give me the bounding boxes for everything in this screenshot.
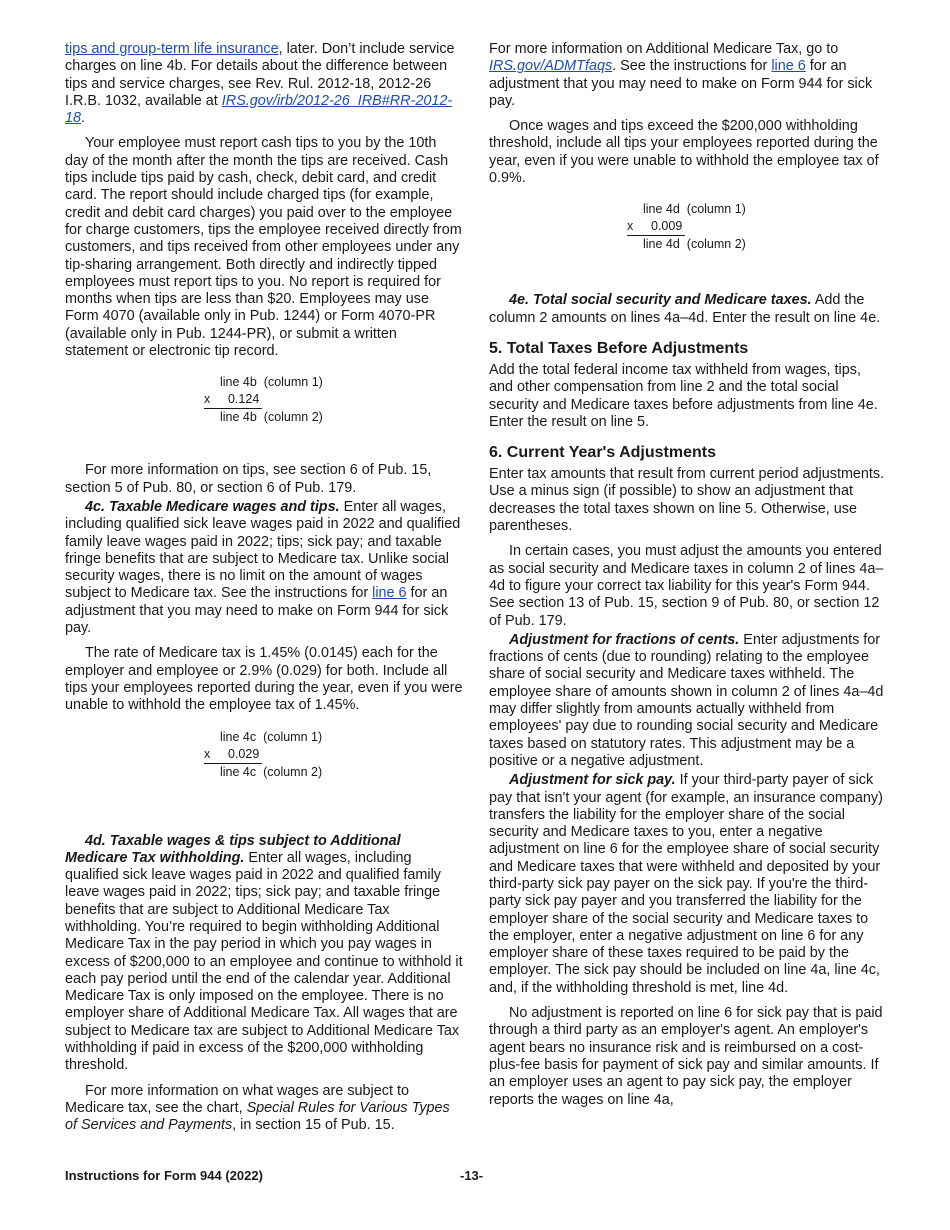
calc-line2: line 4b (column 2) bbox=[220, 410, 323, 425]
text: Enter all wages, including qualified sick leave wages paid in 2022 and qualified family leave wages paid in 2022; tips; sick pay; and taxable fringe benefits that are subject to Medicare tax. Unlike social security wages, there is no limit on the amount of wages subject to Medicare tax. See the instructions for bbox=[65, 498, 461, 602]
medicare-rate-paragraph: The rate of Medicare tax is 1.45% (0.0145) each for the employer and employee or 2.9% (0.029) for both. Include all tips your employees reported during the year, even if you were unable to withhold the employee tax of 1.45%. bbox=[65, 645, 463, 714]
calc-4b bbox=[65, 374, 463, 462]
calc-4c bbox=[65, 729, 463, 833]
4e-heading: 4e. Total social security and Medicare taxes. bbox=[509, 292, 812, 309]
calc-x: x bbox=[204, 746, 211, 761]
calc-line1: line 4b (column 1) bbox=[220, 375, 323, 390]
right-column bbox=[489, 41, 887, 1109]
wages-info-paragraph bbox=[65, 1083, 463, 1135]
admt-paragraph bbox=[489, 41, 887, 110]
irb-link[interactable]: IRS.gov/irb/2012-26_IRB#RR-2012-18 bbox=[65, 92, 453, 127]
cash-tips-paragraph: Your employee must report cash tips to you by the 10th day of the month after the month the tips are received. Cash tips include tips paid by cash, check, debit card, and credit card. The report should include charged tips (for example, credit and debit card charges) you paid over to the employee for charge customers, tips the employee received directly from customers, and tips received from other employees under any tip-sharing arrangement. Both directly and indirectly tipped employees must report tips to you. No report is required for months when tips are less than $20. Employees may use Form 4070 (available only in Pub. 1244) or Form 4070-PR (available only in Pub. 1244-PR), or submit a written statement or electronic tip record. bbox=[65, 135, 462, 360]
calc-rate: 0.009 bbox=[651, 219, 683, 234]
4d-heading: 4d. Taxable wages & tips subject to Additional Medicare Tax withholding. bbox=[65, 832, 401, 866]
text: Add the column 2 amounts on lines 4a–4d. Enter the result on line 4e. bbox=[489, 292, 881, 326]
calc-line1: line 4d (column 1) bbox=[643, 202, 746, 217]
tips-info-paragraph: For more information on tips, see section 6 of Pub. 15, section 5 of Pub. 80, or section 6 of Pub. 179. bbox=[65, 462, 432, 496]
footer-title: Instructions for Form 944 (2022) bbox=[65, 1168, 263, 1183]
calc-line2: line 4c (column 2) bbox=[220, 764, 323, 779]
page-number: -13- bbox=[460, 1168, 484, 1183]
calc-line2: line 4d (column 2) bbox=[643, 237, 746, 252]
chart-title: Special Rules for Various Types of Services and Payments bbox=[65, 1099, 450, 1134]
left-column bbox=[65, 41, 463, 1135]
text: for an adjustment that you may need to make on Form 944 for sick pay. bbox=[489, 58, 873, 109]
tips-insurance-link[interactable]: tips and group-term life insurance bbox=[65, 41, 279, 57]
text: , in section 15 of Pub. 15. bbox=[232, 1117, 395, 1134]
no-adjustment-paragraph: No adjustment is reported on line 6 for sick pay that is paid through a third party as an employer's agent. An employer's agent bears no insurance risk and is reimbursed on a cost-plus-fee basis for payment of sick pay and similar amounts. If an employer uses an agent to pay sick pay, the employer reports the wages on line 4a, bbox=[489, 1005, 883, 1108]
fractions-heading: Adjustment for fractions of cents. bbox=[509, 631, 740, 648]
section-5-paragraph: Add the total federal income tax withheld from wages, tips, and other compensation from line 2 and the total social security and Medicare taxes before adjustments from line 4e. Enter the result on line 5. bbox=[489, 361, 878, 430]
text: Enter all wages, including qualified sick leave wages paid in 2022 and qualified family leave wages paid in 2022; tips; sick pay; and taxable fringe benefits that are subject to Additional Medicare Tax withholding. You’re required to begin withholding Additional Medicare Tax in the pay period in which you pay wages in excess of $200,000 to an employee and continue to withhold it each pay period until the end of the calendar year. Additional Medicare Tax is only imposed on the employee. There is no employer share of Additional Medicare Tax. All wages that are subject to Medicare tax are subject to Additional Medicare Tax withholding if paid in excess of the $200,000 withholding threshold. bbox=[65, 849, 463, 1074]
line6-link[interactable]: line 6 bbox=[771, 58, 806, 75]
section-5-heading: 5. Total Taxes Before Adjustments bbox=[489, 339, 749, 357]
text: For more information on what wages are subject to Medicare tax, see the chart, bbox=[65, 1082, 409, 1116]
calc-x: x bbox=[627, 219, 634, 234]
calc-4d bbox=[489, 201, 887, 292]
text: . See the instructions for bbox=[612, 58, 772, 75]
sick-pay-paragraph bbox=[489, 772, 887, 997]
calc-x: x bbox=[204, 392, 211, 407]
calc-line1: line 4c (column 1) bbox=[220, 729, 323, 744]
threshold-paragraph: Once wages and tips exceed the $200,000 withholding threshold, include all tips your employees reported during the year, even if you were unable to withhold the employee tax of 0.9%. bbox=[489, 118, 879, 187]
section-6-paragraph: Enter tax amounts that result from current period adjustments. Use a minus sign (if possible) to show an adjustment that decreases the total taxes shown on line 5. Otherwise, use parentheses. bbox=[489, 466, 885, 535]
calc-rate: 0.124 bbox=[228, 392, 260, 407]
admtfaqs-link[interactable]: IRS.gov/ADMTfaqs bbox=[489, 58, 613, 75]
fractions-paragraph bbox=[489, 632, 887, 770]
text: Enter adjustments for fractions of cents (due to rounding) relating to the employee share of social security and Medicare taxes withheld. The employee share of amounts shown in column 2 of lines 4a–4d may differ slightly from amounts actually withheld from employees' pay due to rounding social security and Medicare taxes based on statutory rates. This adjustment may be a positive or a negative adjustment. bbox=[489, 631, 884, 769]
tips-paragraph bbox=[65, 41, 463, 127]
line6-link[interactable]: line 6 bbox=[372, 585, 407, 602]
section-6-heading: 6. Current Year's Adjustments bbox=[489, 444, 716, 462]
calc-rate: 0.029 bbox=[228, 746, 260, 761]
text: For more information on Additional Medicare Tax, go to bbox=[489, 41, 839, 57]
4d-paragraph bbox=[65, 833, 463, 1075]
4c-heading: 4c. Taxable Medicare wages and tips. bbox=[85, 498, 340, 515]
4c-paragraph bbox=[65, 499, 463, 637]
text: If your third-party payer of sick pay that isn't your agent (for example, an insurance company) transfers the liability for the employer share of the social security and Medicare taxes to you, enter a negative adjustment on line 6 for the employee share of social security and Medicare taxes that were withheld and deposited by your third-party sick pay payer on the sick pay. If you're the third-party sick pay payer and you transferred the liability for the employer share of the social security and Medicare taxes to the employer, enter a negative adjustment on line 6 for any employer share of these taxes required to be paid by the employer. The sick pay should be included on line 4a, line 4c, and, if the withholding threshold is met, line 4d. bbox=[489, 772, 883, 996]
text: . bbox=[81, 110, 86, 127]
certain-cases-paragraph: In certain cases, you must adjust the amounts you entered as social security and Medicare taxes in column 2 of lines 4a–4d to figure your correct tax liability for this year's Form 944. See section 13 of Pub. 15, section 9 of Pub. 80, or section 12 of Pub. 179. bbox=[489, 543, 884, 629]
sick-pay-heading: Adjustment for sick pay. bbox=[509, 772, 676, 789]
text: for an adjustment that you may need to make on Form 944 for sick pay. bbox=[65, 585, 449, 637]
text: , later. Don’t include service charges on line 4b. For details about the difference between tips and service charges, see Rev. Rul. 2012-18, 2012-26 I.R.B. 1032, available at bbox=[65, 41, 455, 109]
4e-paragraph bbox=[489, 292, 887, 327]
